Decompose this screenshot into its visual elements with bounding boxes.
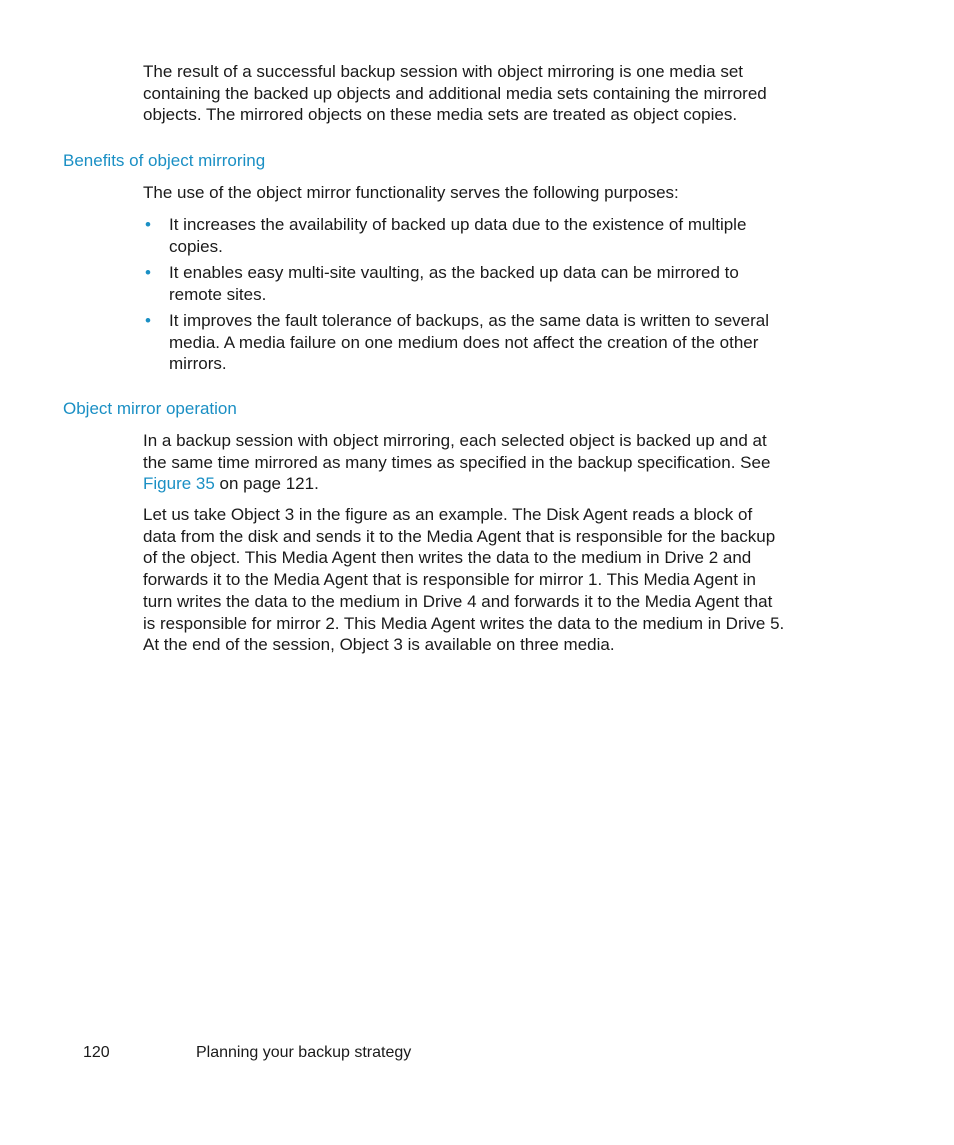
operation-para1-tail: on page 121. [214, 474, 319, 494]
operation-para1-text: In a backup session with object mirroring, each selected object is backed up and at the same time mirrored as many times as specified in the backup specification. See [143, 431, 771, 472]
benefits-list-item [143, 214, 788, 257]
bullet-icon: • [145, 310, 151, 330]
bullet-icon: • [145, 262, 151, 282]
operation-heading: Object mirror operation [63, 399, 237, 418]
benefits-heading: Benefits of object mirroring [63, 151, 266, 170]
page-number: 120 [83, 1044, 110, 1061]
benefits-list-item [143, 262, 788, 305]
operation-paragraph-1 [143, 430, 788, 495]
benefits-item-text: It increases the availability of backed up data due to the existence of multiple copies. [169, 215, 747, 256]
bullet-icon: • [145, 215, 151, 234]
benefits-item-text: It improves the fault tolerance of backups, as the same data is written to several media. A media failure on one medium does not affect the creation of the other mirrors. [169, 310, 770, 374]
chapter-title: Planning your backup strategy [196, 1044, 412, 1061]
benefits-list-item [143, 310, 788, 375]
operation-paragraph-2: Let us take Object 3 in the figure as an example. The Disk Agent reads a block of data from the disk and sends it to the Media Agent that is responsible for the backup of the object. This Media Agent then writes the data to the medium in Drive 2 and forwards it to the Media Agent that is responsible for mirror 1. This Media Agent in turn writes the data to the medium in Drive 4 and forwards it to the Media Agent that is responsible for mirror 2. This Media Agent writes the data to the medium in Drive 5. At the end of the session, Object 3 is available on three media. [143, 505, 785, 655]
figure-35-link[interactable]: Figure 35 [143, 474, 215, 494]
benefits-lead: The use of the object mirror functionality serves the following purposes: [143, 183, 679, 202]
benefits-list [143, 214, 788, 375]
benefits-item-text: It enables easy multi-site vaulting, as the backed up data can be mirrored to remote sites. [169, 262, 739, 304]
intro-paragraph: The result of a successful backup session with object mirroring is one media set containing the backed up objects and additional media sets containing the mirrored objects. The mirrored objects on these media sets are treated as object copies. [143, 62, 767, 125]
